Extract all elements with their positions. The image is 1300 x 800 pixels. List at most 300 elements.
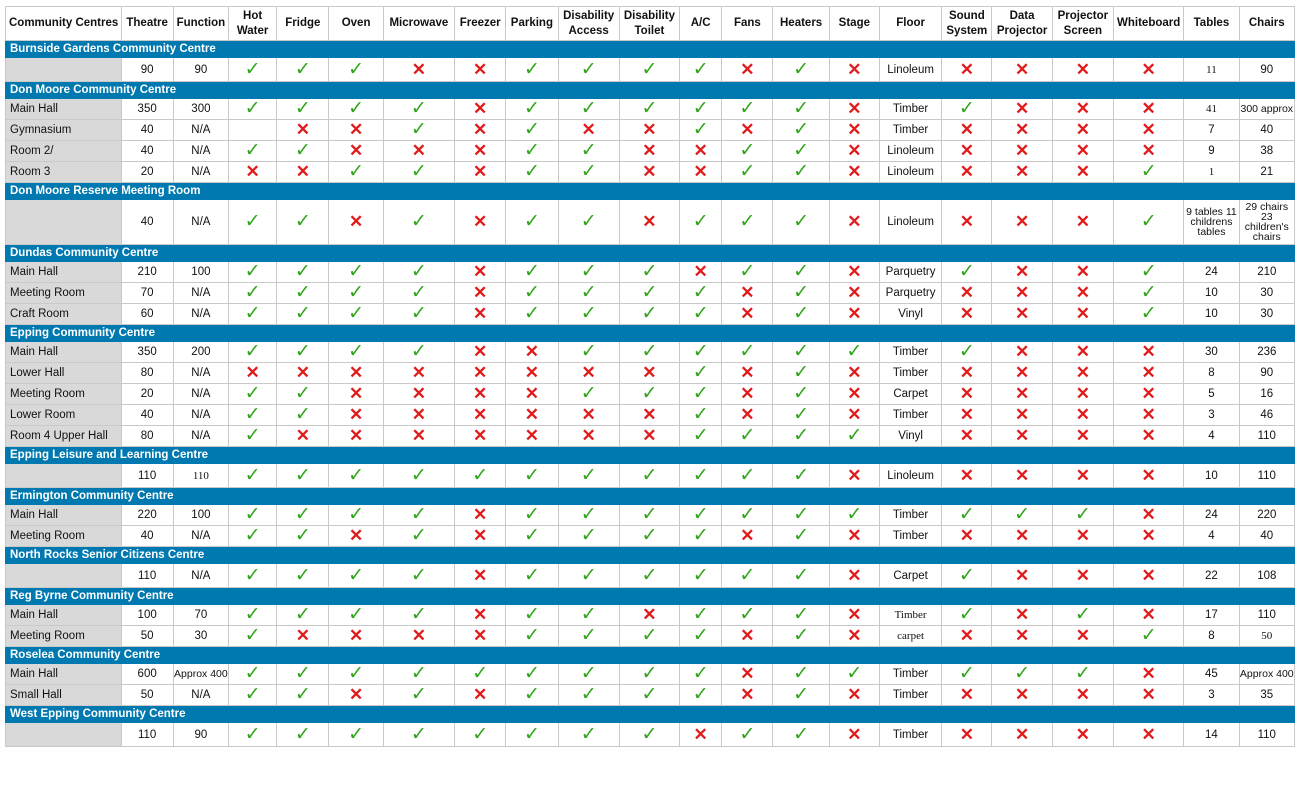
cross-icon: ✕ — [942, 363, 992, 384]
cross-icon: ✕ — [680, 162, 722, 183]
tick-icon: ✓ — [680, 200, 722, 245]
cross-icon: ✕ — [829, 464, 879, 488]
floor-type: carpet — [879, 626, 941, 647]
tick-icon: ✓ — [680, 505, 722, 526]
tick-icon: ✓ — [680, 363, 722, 384]
cross-icon: ✕ — [942, 304, 992, 325]
table-row — [6, 363, 1295, 384]
tick-icon: ✓ — [680, 626, 722, 647]
table-row — [6, 405, 1295, 426]
tick-icon: ✓ — [329, 723, 383, 747]
cross-icon: ✕ — [619, 200, 679, 245]
tick-icon: ✓ — [722, 426, 773, 447]
tick-icon: ✓ — [506, 526, 558, 547]
cross-icon: ✕ — [329, 526, 383, 547]
tick-icon: ✓ — [558, 304, 619, 325]
cross-icon: ✕ — [722, 283, 773, 304]
room-name — [6, 58, 122, 82]
tick-icon: ✓ — [277, 283, 329, 304]
tick-icon: ✓ — [773, 685, 829, 706]
cross-icon: ✕ — [277, 162, 329, 183]
tick-icon: ✓ — [558, 664, 619, 685]
tick-icon: ✓ — [229, 141, 277, 162]
room-name: Room 3 — [6, 162, 122, 183]
tick-icon: ✓ — [277, 99, 329, 120]
tick-icon: ✓ — [277, 262, 329, 283]
chairs-count: 108 — [1239, 564, 1294, 588]
tick-icon: ✓ — [829, 505, 879, 526]
theatre-capacity: 40 — [121, 405, 173, 426]
cross-icon: ✕ — [506, 342, 558, 363]
cross-icon: ✕ — [1114, 120, 1184, 141]
tick-icon: ✓ — [277, 304, 329, 325]
tables-count: 30 — [1184, 342, 1239, 363]
tick-icon: ✓ — [558, 685, 619, 706]
floor-type: Vinyl — [879, 426, 941, 447]
cross-icon: ✕ — [455, 58, 506, 82]
chairs-count: 35 — [1239, 685, 1294, 706]
tick-icon: ✓ — [773, 304, 829, 325]
facility-0-empty — [229, 120, 277, 141]
tick-icon: ✓ — [383, 200, 454, 245]
tick-icon: ✓ — [619, 342, 679, 363]
tick-icon: ✓ — [383, 464, 454, 488]
tables-count: 17 — [1184, 605, 1239, 626]
tick-icon: ✓ — [680, 564, 722, 588]
cross-icon: ✕ — [942, 283, 992, 304]
tick-icon: ✓ — [1052, 664, 1113, 685]
chairs-count: 30 — [1239, 283, 1294, 304]
cross-icon: ✕ — [829, 564, 879, 588]
tick-icon: ✓ — [722, 162, 773, 183]
column-header-4: Fridge — [277, 7, 329, 41]
tick-icon: ✓ — [773, 426, 829, 447]
tick-icon: ✓ — [773, 58, 829, 82]
function-capacity: 300 — [173, 99, 228, 120]
cross-icon: ✕ — [992, 526, 1052, 547]
cross-icon: ✕ — [992, 99, 1052, 120]
tick-icon: ✓ — [277, 58, 329, 82]
cross-icon: ✕ — [1114, 99, 1184, 120]
tick-icon: ✓ — [277, 723, 329, 747]
cross-icon: ✕ — [829, 685, 879, 706]
cross-icon: ✕ — [722, 664, 773, 685]
cross-icon: ✕ — [1052, 141, 1113, 162]
tables-count: 45 — [1184, 664, 1239, 685]
cross-icon: ✕ — [1114, 664, 1184, 685]
tick-icon: ✓ — [506, 120, 558, 141]
room-name: Room 4 Upper Hall — [6, 426, 122, 447]
cross-icon: ✕ — [942, 384, 992, 405]
column-header-20: Tables — [1184, 7, 1239, 41]
tick-icon: ✓ — [229, 605, 277, 626]
tick-icon: ✓ — [383, 99, 454, 120]
tick-icon: ✓ — [329, 58, 383, 82]
table-row — [6, 723, 1295, 747]
tick-icon: ✓ — [329, 99, 383, 120]
tick-icon: ✓ — [619, 526, 679, 547]
tick-icon: ✓ — [506, 664, 558, 685]
chairs-count: 16 — [1239, 384, 1294, 405]
cross-icon: ✕ — [329, 200, 383, 245]
tick-icon: ✓ — [383, 723, 454, 747]
tick-icon: ✓ — [558, 505, 619, 526]
cross-icon: ✕ — [1114, 58, 1184, 82]
table-row — [6, 526, 1295, 547]
cross-icon: ✕ — [455, 283, 506, 304]
cross-icon: ✕ — [455, 526, 506, 547]
cross-icon: ✕ — [992, 200, 1052, 245]
tables-count: 3 — [1184, 685, 1239, 706]
section-title: Don Moore Community Centre — [6, 82, 1295, 99]
cross-icon: ✕ — [329, 626, 383, 647]
cross-icon: ✕ — [992, 363, 1052, 384]
tick-icon: ✓ — [506, 464, 558, 488]
room-name: Lower Room — [6, 405, 122, 426]
tables-count: 4 — [1184, 426, 1239, 447]
room-name: Meeting Room — [6, 526, 122, 547]
tick-icon: ✓ — [619, 58, 679, 82]
cross-icon: ✕ — [1114, 141, 1184, 162]
table-row — [6, 564, 1295, 588]
tick-icon: ✓ — [329, 505, 383, 526]
cross-icon: ✕ — [329, 363, 383, 384]
cross-icon: ✕ — [1114, 505, 1184, 526]
tick-icon: ✓ — [383, 605, 454, 626]
cross-icon: ✕ — [992, 120, 1052, 141]
cross-icon: ✕ — [383, 141, 454, 162]
cross-icon: ✕ — [1114, 526, 1184, 547]
tables-count: 3 — [1184, 405, 1239, 426]
cross-icon: ✕ — [829, 141, 879, 162]
tick-icon: ✓ — [680, 605, 722, 626]
tick-icon: ✓ — [277, 200, 329, 245]
table-row — [6, 426, 1295, 447]
cross-icon: ✕ — [329, 384, 383, 405]
tick-icon: ✓ — [619, 664, 679, 685]
column-header-21: Chairs — [1239, 7, 1294, 41]
tick-icon: ✓ — [558, 58, 619, 82]
cross-icon: ✕ — [455, 141, 506, 162]
cross-icon: ✕ — [942, 723, 992, 747]
table-row — [6, 200, 1295, 245]
table-row — [6, 304, 1295, 325]
tick-icon: ✓ — [229, 723, 277, 747]
chairs-count: 21 — [1239, 162, 1294, 183]
tick-icon: ✓ — [558, 283, 619, 304]
cross-icon: ✕ — [455, 200, 506, 245]
function-capacity: 30 — [173, 626, 228, 647]
tick-icon: ✓ — [722, 200, 773, 245]
tick-icon: ✓ — [619, 262, 679, 283]
floor-type: Timber — [879, 723, 941, 747]
tick-icon: ✓ — [229, 262, 277, 283]
chairs-count: 46 — [1239, 405, 1294, 426]
tick-icon: ✓ — [773, 664, 829, 685]
cross-icon: ✕ — [619, 363, 679, 384]
room-name — [6, 200, 122, 245]
cross-icon: ✕ — [942, 426, 992, 447]
tick-icon: ✓ — [229, 626, 277, 647]
tick-icon: ✓ — [229, 505, 277, 526]
column-header-8: Parking — [506, 7, 558, 41]
section-row — [6, 41, 1295, 58]
cross-icon: ✕ — [829, 723, 879, 747]
section-title: Burnside Gardens Community Centre — [6, 41, 1295, 58]
function-capacity: N/A — [173, 564, 228, 588]
cross-icon: ✕ — [277, 426, 329, 447]
column-header-3: Hot Water — [229, 7, 277, 41]
table-row — [6, 99, 1295, 120]
tick-icon: ✓ — [383, 162, 454, 183]
tick-icon: ✓ — [229, 342, 277, 363]
tick-icon: ✓ — [680, 664, 722, 685]
chairs-count: 220 — [1239, 505, 1294, 526]
cross-icon: ✕ — [558, 120, 619, 141]
tick-icon: ✓ — [506, 685, 558, 706]
cross-icon: ✕ — [455, 626, 506, 647]
theatre-capacity: 40 — [121, 120, 173, 141]
tick-icon: ✓ — [506, 505, 558, 526]
cross-icon: ✕ — [722, 384, 773, 405]
section-title: West Epping Community Centre — [6, 706, 1295, 723]
table-header — [6, 7, 1295, 41]
theatre-capacity: 70 — [121, 283, 173, 304]
floor-type: Timber — [879, 405, 941, 426]
cross-icon: ✕ — [829, 162, 879, 183]
floor-type: Timber — [879, 505, 941, 526]
table-row — [6, 262, 1295, 283]
table-row — [6, 120, 1295, 141]
tick-icon: ✓ — [722, 605, 773, 626]
cross-icon: ✕ — [680, 262, 722, 283]
room-name: Main Hall — [6, 262, 122, 283]
cross-icon: ✕ — [383, 363, 454, 384]
theatre-capacity: 50 — [121, 685, 173, 706]
tick-icon: ✓ — [773, 384, 829, 405]
tick-icon: ✓ — [1114, 626, 1184, 647]
cross-icon: ✕ — [455, 564, 506, 588]
tick-icon: ✓ — [229, 200, 277, 245]
chairs-count: 40 — [1239, 120, 1294, 141]
floor-type: Timber — [879, 664, 941, 685]
room-name: Meeting Room — [6, 384, 122, 405]
tick-icon: ✓ — [619, 723, 679, 747]
floor-type: Timber — [879, 99, 941, 120]
tick-icon: ✓ — [680, 342, 722, 363]
tick-icon: ✓ — [680, 685, 722, 706]
cross-icon: ✕ — [1052, 426, 1113, 447]
tick-icon: ✓ — [558, 200, 619, 245]
tick-icon: ✓ — [992, 505, 1052, 526]
tick-icon: ✓ — [277, 505, 329, 526]
table-row — [6, 464, 1295, 488]
section-title: Dundas Community Centre — [6, 245, 1295, 262]
room-name: Main Hall — [6, 99, 122, 120]
function-capacity: 90 — [173, 58, 228, 82]
tick-icon: ✓ — [329, 162, 383, 183]
cross-icon: ✕ — [455, 605, 506, 626]
floor-type: Timber — [879, 526, 941, 547]
tick-icon: ✓ — [619, 685, 679, 706]
cross-icon: ✕ — [992, 58, 1052, 82]
tick-icon: ✓ — [329, 342, 383, 363]
table-row — [6, 141, 1295, 162]
column-header-16: Sound System — [942, 7, 992, 41]
room-name — [6, 564, 122, 588]
tick-icon: ✓ — [773, 605, 829, 626]
cross-icon: ✕ — [455, 342, 506, 363]
tick-icon: ✓ — [329, 605, 383, 626]
column-header-12: Fans — [722, 7, 773, 41]
tables-count: 8 — [1184, 626, 1239, 647]
tables-count: 41 — [1184, 99, 1239, 120]
cross-icon: ✕ — [1052, 685, 1113, 706]
chairs-count: 110 — [1239, 426, 1294, 447]
cross-icon: ✕ — [992, 464, 1052, 488]
function-capacity: N/A — [173, 200, 228, 245]
cross-icon: ✕ — [506, 384, 558, 405]
cross-icon: ✕ — [277, 363, 329, 384]
cross-icon: ✕ — [829, 283, 879, 304]
tick-icon: ✓ — [773, 526, 829, 547]
cross-icon: ✕ — [1052, 283, 1113, 304]
tick-icon: ✓ — [722, 262, 773, 283]
column-header-19: Whiteboard — [1114, 7, 1184, 41]
cross-icon: ✕ — [506, 405, 558, 426]
theatre-capacity: 20 — [121, 384, 173, 405]
cross-icon: ✕ — [992, 685, 1052, 706]
cross-icon: ✕ — [992, 342, 1052, 363]
column-header-2: Function — [173, 7, 228, 41]
cross-icon: ✕ — [1052, 200, 1113, 245]
tick-icon: ✓ — [619, 626, 679, 647]
tick-icon: ✓ — [722, 723, 773, 747]
tick-icon: ✓ — [277, 564, 329, 588]
theatre-capacity: 100 — [121, 605, 173, 626]
cross-icon: ✕ — [829, 58, 879, 82]
cross-icon: ✕ — [992, 426, 1052, 447]
cross-icon: ✕ — [680, 723, 722, 747]
chairs-count: 40 — [1239, 526, 1294, 547]
cross-icon: ✕ — [329, 120, 383, 141]
cross-icon: ✕ — [1052, 262, 1113, 283]
tick-icon: ✓ — [229, 405, 277, 426]
cross-icon: ✕ — [1114, 723, 1184, 747]
tick-icon: ✓ — [1114, 200, 1184, 245]
tick-icon: ✓ — [773, 162, 829, 183]
tick-icon: ✓ — [680, 283, 722, 304]
tick-icon: ✓ — [229, 564, 277, 588]
function-capacity: N/A — [173, 283, 228, 304]
column-header-5: Oven — [329, 7, 383, 41]
chairs-count: 236 — [1239, 342, 1294, 363]
floor-type: Timber — [879, 685, 941, 706]
tick-icon: ✓ — [383, 505, 454, 526]
tick-icon: ✓ — [329, 283, 383, 304]
tick-icon: ✓ — [277, 526, 329, 547]
tables-count: 10 — [1184, 464, 1239, 488]
cross-icon: ✕ — [455, 505, 506, 526]
tick-icon: ✓ — [619, 304, 679, 325]
cross-icon: ✕ — [942, 526, 992, 547]
room-name: Meeting Room — [6, 626, 122, 647]
cross-icon: ✕ — [455, 162, 506, 183]
tick-icon: ✓ — [558, 526, 619, 547]
function-capacity: 70 — [173, 605, 228, 626]
tick-icon: ✓ — [619, 99, 679, 120]
cross-icon: ✕ — [1114, 464, 1184, 488]
room-name: Main Hall — [6, 505, 122, 526]
function-capacity: N/A — [173, 526, 228, 547]
cross-icon: ✕ — [992, 384, 1052, 405]
tables-count: 14 — [1184, 723, 1239, 747]
tick-icon: ✓ — [773, 464, 829, 488]
cross-icon: ✕ — [992, 262, 1052, 283]
tables-count: 10 — [1184, 304, 1239, 325]
tick-icon: ✓ — [680, 405, 722, 426]
floor-type: Linoleum — [879, 141, 941, 162]
cross-icon: ✕ — [1052, 564, 1113, 588]
tick-icon: ✓ — [722, 99, 773, 120]
theatre-capacity: 40 — [121, 141, 173, 162]
cross-icon: ✕ — [1114, 342, 1184, 363]
chairs-count: Approx 400 — [1239, 664, 1294, 685]
cross-icon: ✕ — [455, 262, 506, 283]
tick-icon: ✓ — [329, 464, 383, 488]
column-header-13: Heaters — [773, 7, 829, 41]
tick-icon: ✓ — [773, 120, 829, 141]
function-capacity: N/A — [173, 162, 228, 183]
function-capacity: N/A — [173, 363, 228, 384]
tick-icon: ✓ — [277, 405, 329, 426]
cross-icon: ✕ — [1052, 99, 1113, 120]
cross-icon: ✕ — [942, 120, 992, 141]
tick-icon: ✓ — [506, 58, 558, 82]
section-row — [6, 547, 1295, 564]
theatre-capacity: 110 — [121, 464, 173, 488]
tick-icon: ✓ — [383, 564, 454, 588]
tick-icon: ✓ — [942, 505, 992, 526]
cross-icon: ✕ — [1052, 405, 1113, 426]
tick-icon: ✓ — [506, 605, 558, 626]
cross-icon: ✕ — [829, 363, 879, 384]
cross-icon: ✕ — [558, 405, 619, 426]
room-name: Lower Hall — [6, 363, 122, 384]
cross-icon: ✕ — [619, 426, 679, 447]
cross-icon: ✕ — [383, 384, 454, 405]
theatre-capacity: 110 — [121, 564, 173, 588]
function-capacity: N/A — [173, 384, 228, 405]
cross-icon: ✕ — [992, 405, 1052, 426]
tick-icon: ✓ — [942, 664, 992, 685]
room-name — [6, 723, 122, 747]
floor-type: Timber — [879, 363, 941, 384]
cross-icon: ✕ — [619, 120, 679, 141]
tick-icon: ✓ — [1114, 162, 1184, 183]
floor-type: Vinyl — [879, 304, 941, 325]
tick-icon: ✓ — [992, 664, 1052, 685]
tick-icon: ✓ — [773, 262, 829, 283]
tick-icon: ✓ — [383, 342, 454, 363]
tables-count: 1 — [1184, 162, 1239, 183]
cross-icon: ✕ — [942, 626, 992, 647]
cross-icon: ✕ — [992, 283, 1052, 304]
chairs-count: 38 — [1239, 141, 1294, 162]
floor-type: Timber — [879, 605, 941, 626]
cross-icon: ✕ — [455, 384, 506, 405]
tick-icon: ✓ — [558, 605, 619, 626]
